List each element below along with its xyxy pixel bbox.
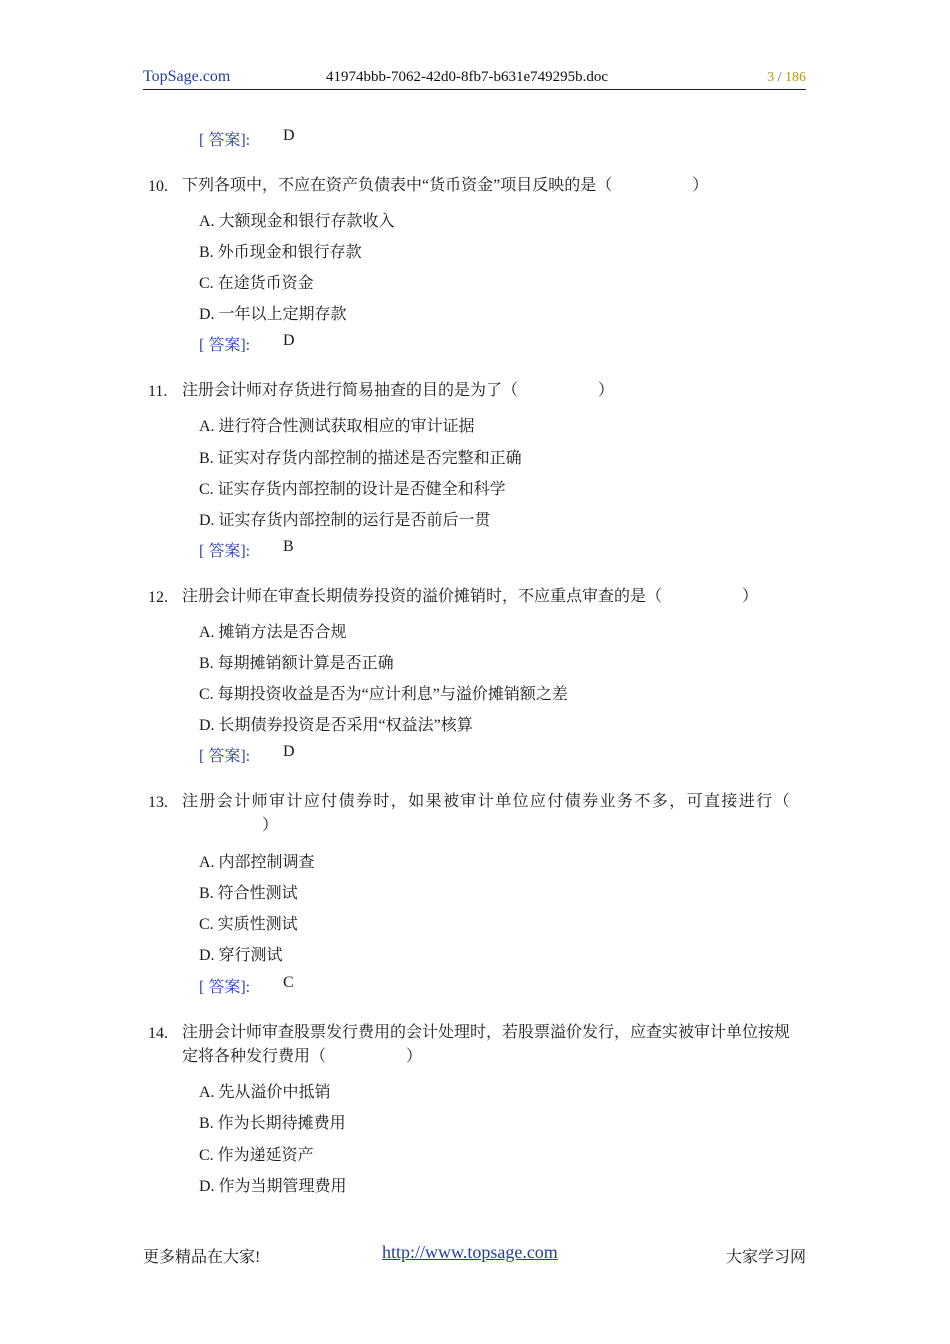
question-number: 14. (148, 1025, 168, 1042)
option-d: D. 一年以上定期存款 (199, 306, 347, 323)
option-b: B. 作为长期待摊费用 (199, 1115, 346, 1132)
answer-line (199, 127, 295, 150)
closing-paren: ） (692, 177, 709, 194)
answer-line (199, 743, 295, 766)
answer-label: [ 答案]: (199, 748, 251, 765)
question-stem: 注册会计师在审查长期债券投资的溢价摊销时，不应重点审查的是（ (182, 588, 663, 605)
question-number: 12. (148, 589, 168, 606)
option-c: C. 实质性测试 (199, 916, 298, 933)
option-d: D. 作为当期管理费用 (199, 1178, 347, 1195)
answer-label: [ 答案]: (199, 337, 251, 354)
answer-value: D (283, 127, 295, 144)
page-current: 3 (767, 70, 775, 85)
option-d: D. 穿行测试 (199, 947, 283, 964)
question-text (182, 379, 804, 403)
answer-value: B (283, 538, 294, 555)
closing-paren: ） (406, 1048, 423, 1065)
option-c: C. 证实存货内部控制的设计是否健全和科学 (199, 481, 506, 498)
option-b: B. 符合性测试 (199, 885, 298, 902)
option-c: C. 每期投资收益是否为“应计利息”与溢价摊销额之差 (199, 686, 568, 703)
footer-site-name: 大家学习网 (725, 1249, 806, 1266)
closing-paren: ） (598, 382, 615, 399)
answer-line (199, 332, 295, 355)
question-stem: 注册会计师审查股票发行费用的会计处理时，若股票溢价发行，应查实被审计单位按规定将各种发行费用（ (182, 1024, 791, 1065)
page-footer (143, 1242, 806, 1266)
option-c: C. 在途货币资金 (199, 275, 314, 292)
question-text (182, 1021, 804, 1069)
closing-paren: ） (742, 588, 759, 605)
option-b: B. 外币现金和银行存款 (199, 244, 362, 261)
option-a: A. 先从溢价中抵销 (199, 1084, 331, 1101)
document-filename: 41974bbb-7062-42d0-8fb7-b631e749295b.doc (326, 69, 609, 85)
footer-link[interactable]: http://www.topsage.com (382, 1242, 558, 1262)
question-stem: 注册会计师对存货进行简易抽查的目的是为了（ (182, 382, 519, 399)
option-a: A. 内部控制调查 (199, 854, 315, 871)
answer-line (199, 538, 294, 561)
option-c: C. 作为递延资产 (199, 1147, 314, 1164)
page-total: 186 (785, 70, 806, 85)
option-d: D. 证实存货内部控制的运行是否前后一贯 (199, 512, 491, 529)
footer-slogan: 更多精品在大家! (143, 1249, 261, 1266)
question-number: 10. (148, 178, 168, 195)
answer-label: [ 答案]: (199, 543, 251, 560)
answer-line (199, 974, 294, 997)
question-text (182, 174, 804, 198)
answer-value: D (283, 332, 295, 349)
option-d: D. 长期债券投资是否采用“权益法”核算 (199, 717, 473, 734)
question-number: 13. (148, 794, 168, 811)
question-stem: 下列各项中，不应在资产负债表中“货币资金”项目反映的是（ (182, 177, 613, 194)
answer-value: C (283, 974, 294, 991)
page-header (143, 68, 806, 90)
answer-label: [ 答案]: (199, 979, 251, 996)
page-separator: / (777, 70, 782, 85)
question-number: 11. (148, 383, 168, 400)
option-b: B. 每期摊销额计算是否正确 (199, 655, 394, 672)
site-name[interactable]: TopSage.com (143, 68, 231, 85)
answer-label: [ 答案]: (199, 132, 251, 149)
option-a: A. 大额现金和银行存款收入 (199, 213, 395, 230)
option-a: A. 进行符合性测试获取相应的审计证据 (199, 418, 475, 435)
option-b: B. 证实对存货内部控制的描述是否完整和正确 (199, 450, 522, 467)
closing-paren: ） (262, 817, 280, 834)
question-text (182, 585, 804, 609)
page-indicator (767, 70, 806, 86)
question-stem: 注册会计师审计应付债券时，如果被审计单位应付债券业务不多，可直接进行（ (182, 793, 792, 810)
question-text (182, 790, 804, 838)
option-a: A. 摊销方法是否合规 (199, 624, 347, 641)
answer-value: D (283, 743, 295, 760)
